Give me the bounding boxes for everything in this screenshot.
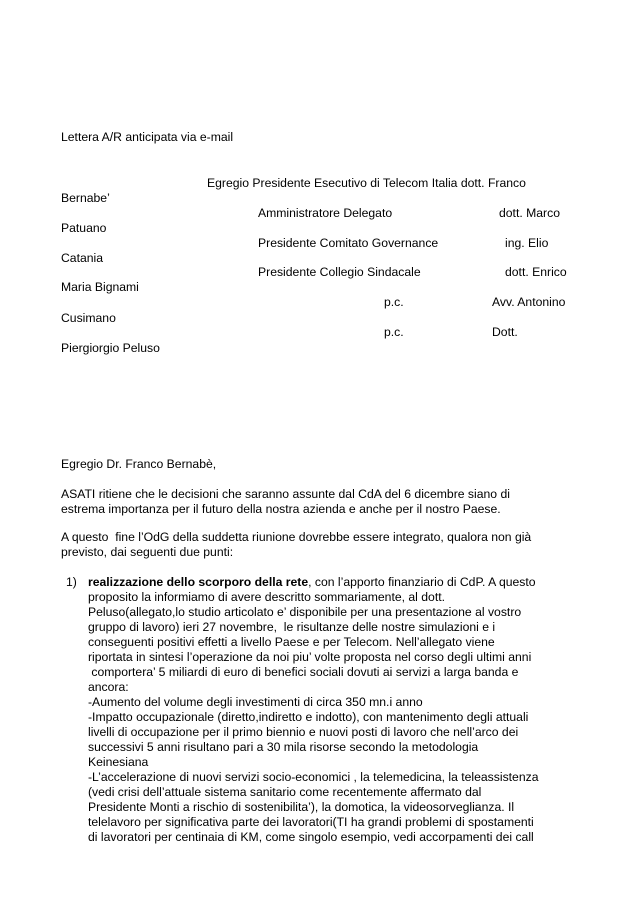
list-item-1-line: Keinesiana [88,755,149,769]
addressee-0-first-name: Franco [487,176,526,190]
addressee-5-surname: Piergiorgio Peluso [61,341,160,355]
addressee-3-name [505,265,567,280]
list-item-1-first-line [88,575,580,590]
addressee-1-role: Amministratore Delegato [258,206,393,220]
addressee-1-title: dott. [499,206,523,220]
addressee-2-surname: Catania [61,251,104,265]
list-item-1-line: riportata in sintesi l’operazione da noi piu’ volte proposta nel corso degli ultimi anni [88,650,532,664]
addressee-4-surname: Cusimano [61,311,116,325]
addressee-4-name [492,295,565,310]
paragraph-2-line-1: A questo fine l’OdG della suddetta riunione dovrebbe essere integrato, qualora non già [61,530,532,544]
addressee-salutation: Egregio [207,176,250,190]
addressee-1-name [499,206,560,221]
list-item-1-line: Peluso(allegato,lo studio articolato e’ disponibile per una presentazione al vostro [88,605,522,619]
addressee-4-title: Avv. [492,295,515,309]
paragraph-1-line-1: ASATI ritiene che le decisioni che saranno assunte dal CdA del 6 dicembre siano di [61,487,510,501]
addressee-0-line [207,176,526,191]
addressee-5-role: p.c. [384,325,404,339]
addressee-3-title: dott. [505,265,529,279]
paragraph-1-line-2: estrema importanza per il futuro della nostra azienda e anche per il nostro Paese. [61,502,501,516]
addressee-1-surname: Patuano [61,221,107,235]
addressee-2-name [505,236,548,251]
list-item-1-line: -L’accelerazione di nuovi servizi socio-economici , la telemedicina, la teleassistenza [88,770,539,784]
addressee-0-surname: Bernabe’ [61,191,110,205]
greeting: Egregio Dr. Franco Bernabè, [61,457,217,471]
subject-line: Lettera A/R anticipata via e-mail [61,130,234,144]
addressee-2-first-name: Elio [528,236,549,250]
list-item-1-bold-lead: realizzazione dello scorporo della rete [88,575,309,589]
list-item-1-line: -Aumento del volume degli investimenti di circa 350 mn.i anno [88,695,423,709]
list-item-1-line: comportera’ 5 miliardi di euro di benefici sociali dovuti ai servizi a larga banda e [88,665,519,679]
addressee-4-first-name: Antonino [517,295,566,309]
list-item-1-body [88,575,580,845]
list-item-1-line: Presidente Monti a rischio di sostenibilita’), la domotica, la videosorveglianza. Il [88,800,515,814]
addressee-2-role: Presidente Comitato Governance [258,236,439,250]
list-item-1-first-line-rest: , con l’apporto finanziario di CdP. A questo [308,575,536,589]
list-item-1-line: successivi 5 anni risultano pari a 30 mila risorse secondo la metodologia [88,740,479,754]
list-item-1-line: ancora: [88,680,129,694]
addressee-1-first-name: Marco [526,206,560,220]
list-item-1-line: di lavoratori per centinaia di KM, come singolo esempio, vedi accorpamenti dei call [88,830,534,844]
addressee-3-first-name: Enrico [532,265,567,279]
addressee-0-role: Presidente Esecutivo di Telecom Italia [252,176,458,190]
paragraph-2-line-2: previsto, dai seguenti due punti: [61,545,234,559]
addressee-5-title: Dott. [492,325,518,339]
list-item-1-number: 1) [66,575,77,589]
list-item-1-line: gruppo di lavoro) ieri 27 novembre, le risultanze delle nostre simulazioni e i [88,620,496,634]
addressee-0-title: dott. [460,176,485,190]
list-item-1-line: -Impatto occupazionale (diretto,indiretto e indotto), con mantenimento degli attuali [88,710,529,724]
addressee-3-role: Presidente Collegio Sindacale [258,265,421,279]
addressee-3-surname: Maria Bignami [61,280,139,294]
addressee-2-title: ing. [505,236,525,250]
list-item-1-line: (vedi crisi dell’attuale sistema sanitario come recentemente affermato dal [88,785,482,799]
list-item-1-line: conseguenti positivi effetti a livello Paese e per Telecom. Nell’allegato viene [88,635,495,649]
list-item-1-line: telelavoro per significativa parte dei lavoratori(TI ha grandi problemi di spostamenti [88,815,534,829]
addressee-4-role: p.c. [384,295,404,309]
list-item-1-line: livelli di occupazione per il primo biennio e nuovi posti di lavoro che nell’arco dei [88,725,519,739]
list-item-1-line: proposito la informiamo di avere descritto sommariamente, al dott. [88,590,445,604]
